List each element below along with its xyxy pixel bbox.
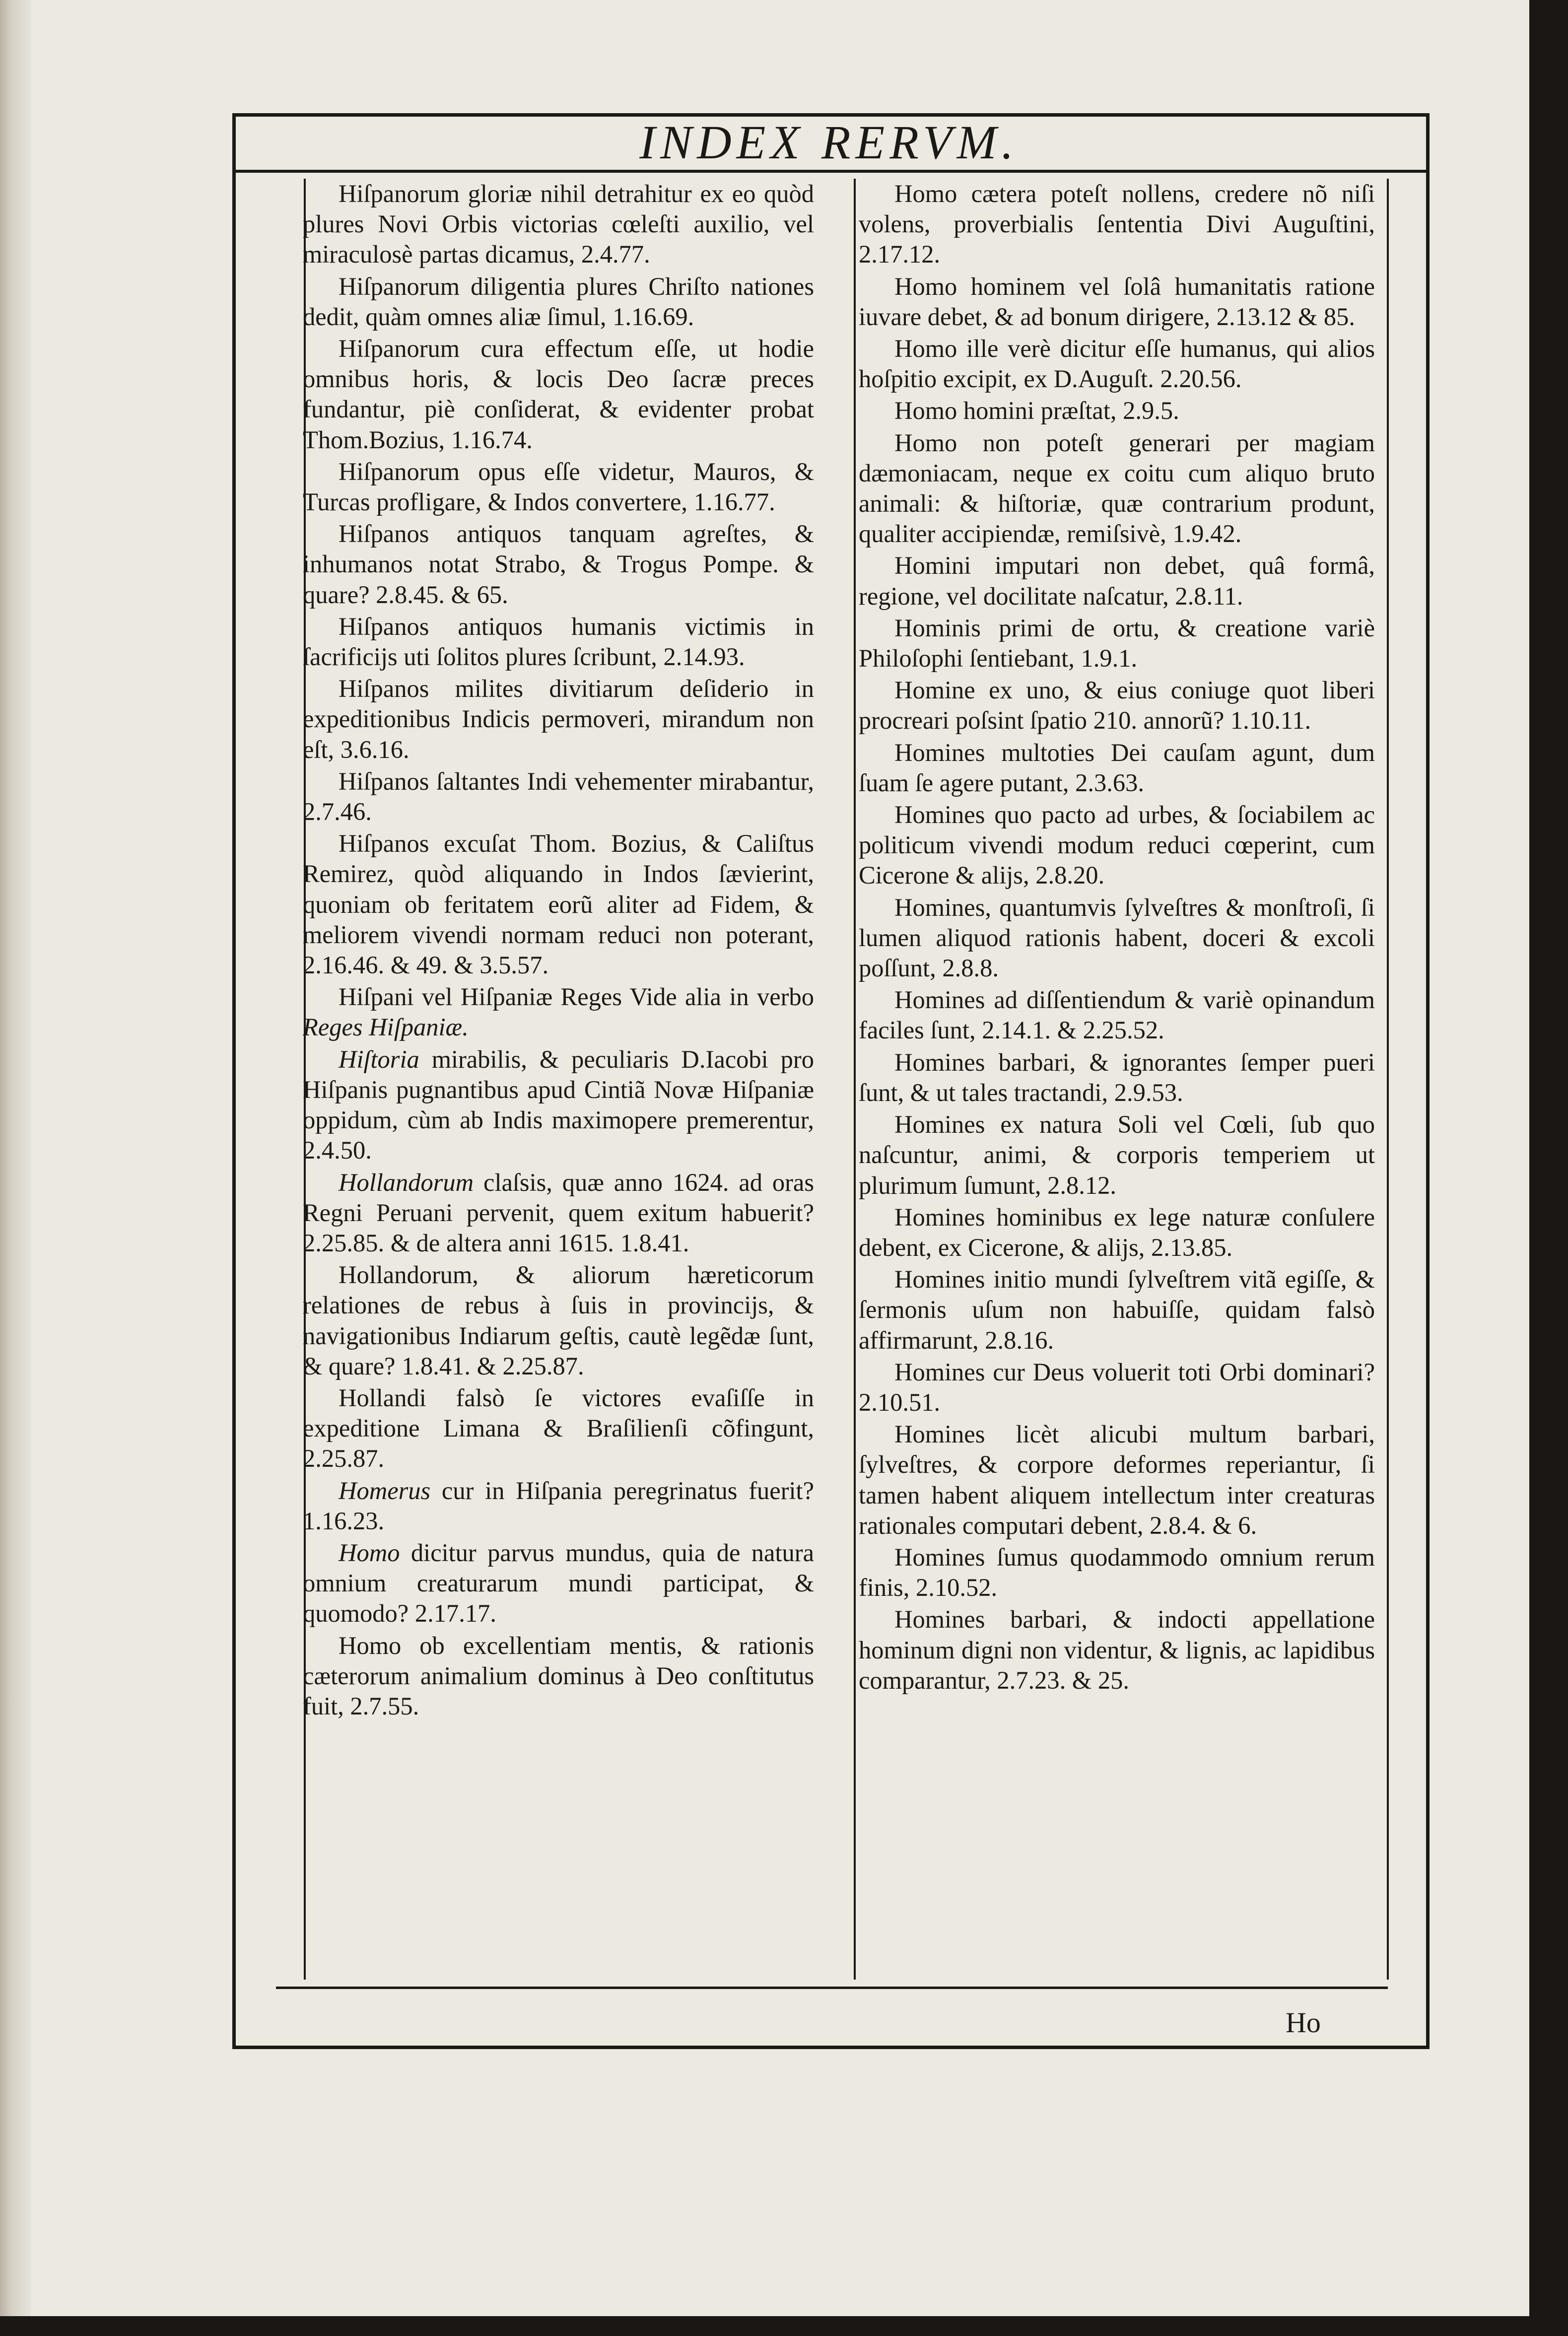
- left-index-column: [303, 179, 814, 1981]
- index-entry: [303, 179, 814, 270]
- entry-text: Homines ſumus quodammodo omnium rerum finis, 2.10.52.: [859, 1543, 1375, 1602]
- entry-text: dicitur parvus mundus, quia de natura omnium creaturarum mundi participat, & quomodo? 2.17.17.: [303, 1538, 814, 1628]
- catchword: Ho: [1286, 2006, 1321, 2039]
- header-rule: [233, 170, 1430, 173]
- index-entry: [859, 985, 1375, 1045]
- index-entry: [303, 828, 814, 980]
- index-entry: [859, 1604, 1375, 1696]
- index-entry: [859, 893, 1375, 984]
- footer-rule: [276, 1987, 1388, 1989]
- entry-text: Hollandi falsò ſe victores evaſiſſe in expeditione Limana & Braſilienſi cõfingunt, 2.25.87.: [303, 1383, 814, 1473]
- entry-text: Homo hominem vel ſolâ humanitatis ratione iuvare debet, & ad bonum dirigere, 2.13.12 & 85.: [859, 272, 1375, 331]
- index-entry: [859, 550, 1375, 611]
- entry-text: claſsis, quæ anno 1624. ad oras Regni Peruani pervenit, quem exitum habuerit? 2.25.85. & de altera anni 1615. 1.8.41.: [303, 1168, 814, 1257]
- entry-text: Homo cætera poteſt nollens, credere nõ niſi volens, proverbialis ſententia Divi Auguſtini, 2.17.12.: [859, 180, 1375, 269]
- index-entry: [859, 179, 1375, 270]
- index-entry: [859, 613, 1375, 674]
- index-entry: [303, 1260, 814, 1381]
- entry-text: Homines cur Deus voluerit toti Orbi dominari? 2.10.51.: [859, 1358, 1375, 1416]
- index-entry: [303, 982, 814, 1042]
- entry-text: Homines barbari, & ignorantes ſemper pueri ſunt, & ut tales tractandi, 2.9.53.: [859, 1048, 1375, 1106]
- index-entry: [303, 272, 814, 332]
- index-entry: [303, 334, 814, 455]
- index-entry: [303, 1168, 814, 1259]
- entry-text: Hiſpanos excuſat Thom. Bozius, & Caliſtus Remirez, quòd aliquando in Indos ſævierint, quoniam ob feritatem eorũ aliter ad Fidem, & meliorem vivendi normam reduci non poterant, 2.16.46. & 49. & 3.5.57.: [303, 829, 814, 979]
- entry-text: Hiſpanos ſaltantes Indi vehementer mirabantur, 2.7.46.: [303, 767, 814, 826]
- index-entry: [303, 1631, 814, 1722]
- entry-text: Homines ad diſſentiendum & variè opinandum faciles ſunt, 2.14.1. & 2.25.52.: [859, 986, 1375, 1044]
- index-entry: [859, 800, 1375, 891]
- entry-text: Homo ille verè dicitur eſſe humanus, qui alios hoſpitio excipit, ex D.Auguſt. 2.20.56.: [859, 335, 1375, 393]
- entry-headword: Hiſtoria: [339, 1045, 419, 1073]
- index-entry: [859, 1109, 1375, 1201]
- entry-text: Homo ob excellentiam mentis, & rationis cæterorum animalium dominus à Deo conſtitutus fuit, 2.7.55.: [303, 1631, 814, 1720]
- entry-lead: Hiſpani vel Hiſpaniæ Reges Vide alia in verbo: [339, 983, 814, 1011]
- entry-headword: Homerus: [339, 1476, 431, 1505]
- entry-text: Homines, quantumvis ſylveſtres & monſtroſi, ſi lumen aliquod rationis habent, doceri & excoli poſſunt, 2.8.8.: [859, 893, 1375, 982]
- entry-text: cur in Hiſpania peregrinatus fuerit? 1.16.23.: [303, 1476, 814, 1535]
- right-index-column: [859, 179, 1375, 1981]
- index-entry: [859, 396, 1375, 426]
- entry-text: Hiſpanos antiquos humanis victimis in ſacrificijs uti ſolitos plures ſcribunt, 2.14.93.: [303, 612, 814, 671]
- index-entry: [303, 457, 814, 517]
- entry-text: Hiſpanorum opus eſſe videtur, Mauros, & Turcas profligare, & Indos convertere, 1.16.77.: [303, 457, 814, 516]
- entry-text: Hiſpanos antiquos tanquam agreſtes, & inhumanos notat Strabo, & Trogus Pompe. & quare? 2.8.45. & 65.: [303, 520, 814, 609]
- index-entry: [859, 272, 1375, 332]
- entry-text: Homines ex natura Soli vel Cœli, ſub quo naſcuntur, animi, & corporis temperiem ut plurimum ſumunt, 2.8.12.: [859, 1110, 1375, 1199]
- entry-text: Homines licèt alicubi multum barbari, ſylveſtres, & corpore deformes reperiantur, ſi tamen habent aliquem intellectum inter creaturas rationales computari debent, 2.8.4. & 6.: [859, 1420, 1375, 1539]
- index-entry: [303, 519, 814, 610]
- entry-text: Hominis primi de ortu, & creatione variè Philoſophi ſentiebant, 1.9.1.: [859, 614, 1375, 673]
- entry-text: Homines multoties Dei cauſam agunt, dum ſuam ſe agere putant, 2.3.63.: [859, 738, 1375, 797]
- entry-headword: Homo: [339, 1538, 400, 1567]
- index-entry: [303, 766, 814, 827]
- index-entry: [303, 612, 814, 672]
- index-entry: [859, 675, 1375, 736]
- right-column-rule: [1387, 179, 1389, 1980]
- book-gutter: [0, 0, 31, 2336]
- entry-text: Homini imputari non debet, quâ formâ, regione, vel docilitate naſcatur, 2.8.11.: [859, 551, 1375, 610]
- column-divider: [854, 179, 856, 1980]
- index-entry: [859, 1047, 1375, 1108]
- entry-headword: Reges Hiſpaniæ.: [303, 1013, 469, 1041]
- index-entry: [859, 334, 1375, 394]
- entry-text: Hollandorum, & aliorum hæreticorum relationes de rebus à ſuis in provincijs, & navigationibus Indiarum geſtis, cautè legẽdæ ſunt, & quare? 1.8.41. & 2.25.87.: [303, 1261, 814, 1380]
- entry-text: Homo homini præſtat, 2.9.5.: [894, 397, 1179, 425]
- entry-text: Homines hominibus ex lege naturæ conſulere debent, ex Cicerone, & alijs, 2.13.85.: [859, 1203, 1375, 1261]
- entry-text: Hiſpanorum gloriæ nihil detrahitur ex eo quòd plures Novi Orbis victorias cœleſti auxilio, vel miraculosè partas dicamus, 2.4.77.: [303, 180, 814, 269]
- entry-text: Hiſpanos milites divitiarum deſiderio in expeditionibus Indicis permoveri, mirandum non eſt, 3.6.16.: [303, 675, 814, 763]
- entry-headword: Hollandorum: [339, 1168, 474, 1196]
- index-entry: [303, 1383, 814, 1474]
- page-bottom-shadow: [0, 2316, 1568, 2336]
- index-entry: [859, 738, 1375, 798]
- entry-text: Homine ex uno, & eius coniuge quot liberi procreari poſsint ſpatio 210. annorũ? 1.10.11.: [859, 676, 1375, 735]
- index-entry: [859, 1419, 1375, 1541]
- index-entry: [859, 1202, 1375, 1263]
- entry-text: mirabilis, & peculiaris D.Iacobi pro Hiſpanis pugnantibus apud Cintiã Novæ Hiſpaniæ oppidum, cùm ab Indis maximopere premerentur, 2.4.50.: [303, 1045, 814, 1165]
- index-entry: [303, 1044, 814, 1166]
- index-entry: [859, 1357, 1375, 1418]
- entry-text: Homo non poteſt generari per magiam dæmoniacam, neque ex coitu cum aliquo bruto animali: & hiſtoriæ, quæ contrarium produnt, qualiter accipiendæ, remiſsivè, 1.9.42.: [859, 428, 1375, 548]
- index-entry: [303, 1476, 814, 1536]
- entry-text: Hiſpanorum cura effectum eſſe, ut hodie omnibus horis, & locis Deo ſacræ preces fundantur, piè conſiderat, & evidenter probat Thom.Bozius, 1.16.74.: [303, 335, 814, 454]
- entry-text: Homines quo pacto ad urbes, & ſociabilem ac politicum vivendi modum reduci cœperint, cum Cicerone & alijs, 2.8.20.: [859, 801, 1375, 890]
- entry-text: Homines initio mundi ſylveſtrem vitã egiſſe, & ſermonis uſum non habuiſſe, quidam falsò affirmarunt, 2.8.16.: [859, 1265, 1375, 1354]
- index-entry: [859, 1264, 1375, 1356]
- index-entry: [303, 674, 814, 765]
- index-entry: [859, 428, 1375, 550]
- entry-text: Hiſpanorum diligentia plures Chriſto nationes dedit, quàm omnes aliæ ſimul, 1.16.69.: [303, 272, 814, 331]
- page-edge-shadow: [1529, 0, 1568, 2336]
- index-entry: [859, 1542, 1375, 1603]
- entry-text: Homines barbari, & indocti appellatione hominum digni non videntur, & lignis, ac lapidibus comparantur, 2.7.23. & 25.: [859, 1605, 1375, 1694]
- index-entry: [303, 1538, 814, 1629]
- page-title: INDEX RERVM.: [639, 116, 1019, 169]
